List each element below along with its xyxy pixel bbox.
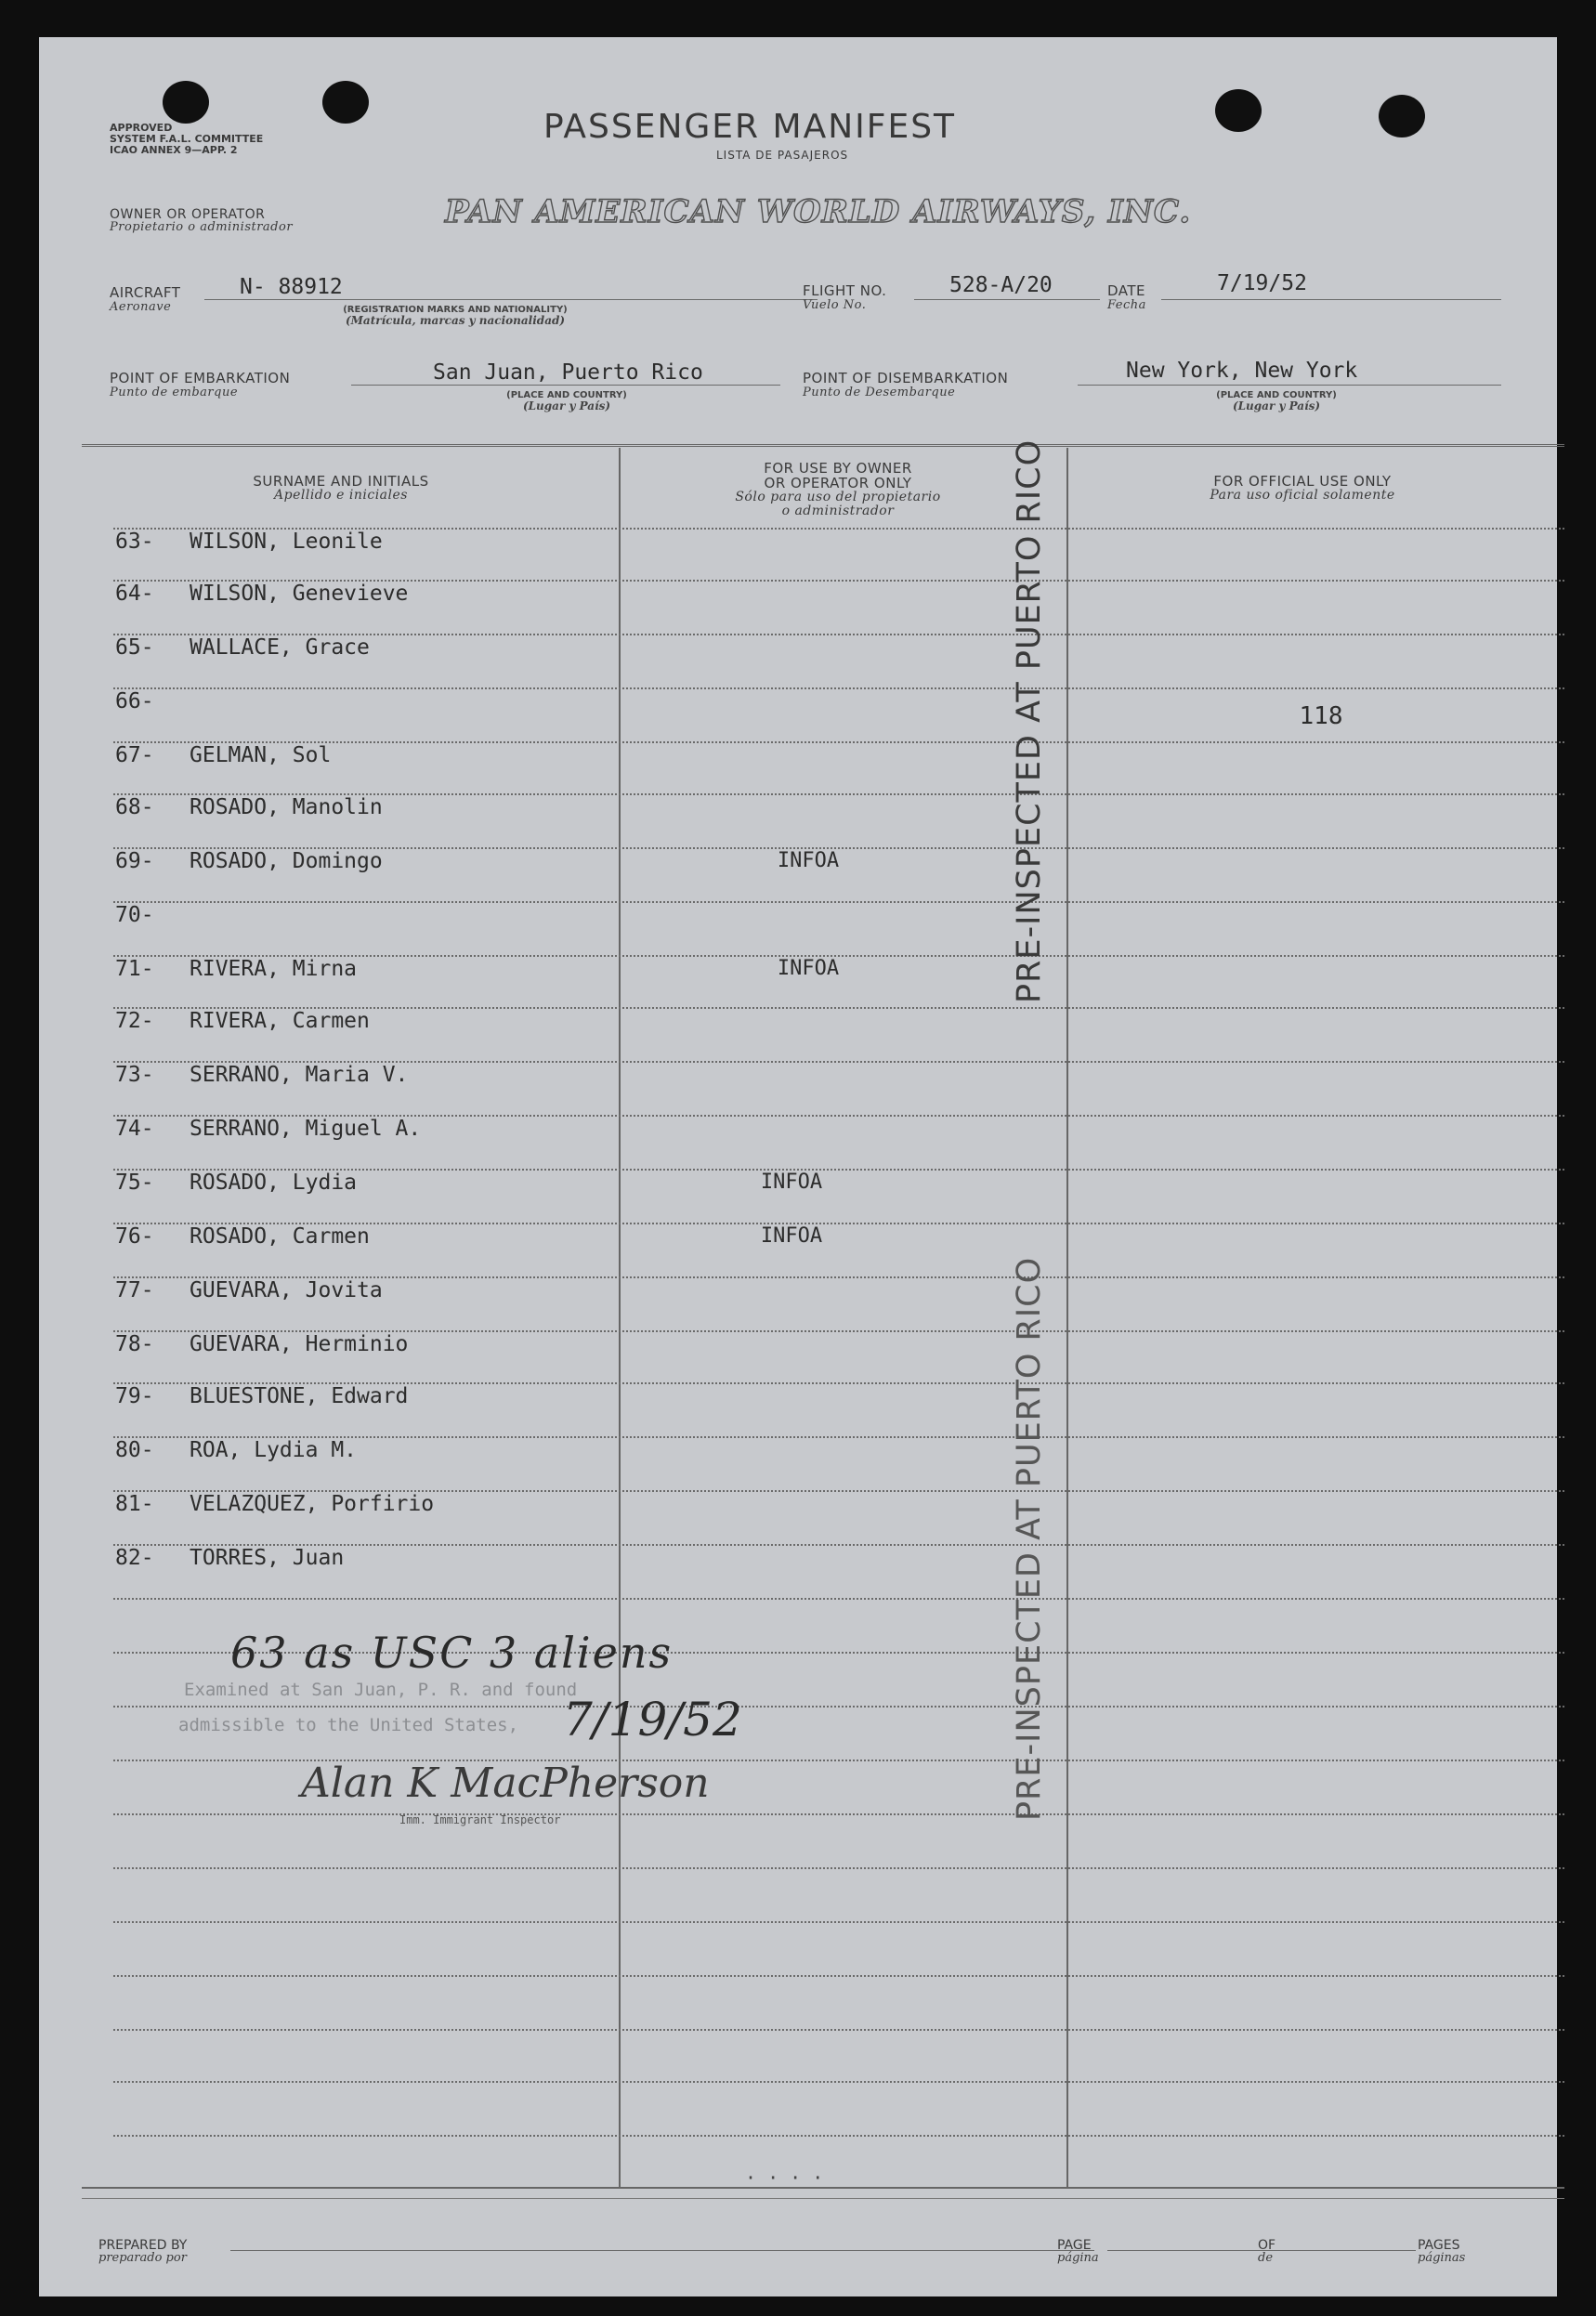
- row-number: 71-: [115, 957, 154, 981]
- punch-hole: [322, 81, 369, 124]
- owner-use-note: INFOA: [760, 1224, 823, 1248]
- prepared-by-underline: [230, 2250, 1094, 2251]
- flight-underline: [914, 299, 1100, 300]
- row-number: 69-: [115, 849, 154, 873]
- passenger-name: WALLACE, Grace: [190, 635, 370, 660]
- handwritten-count: 63 as USC 3 aliens: [230, 1628, 674, 1678]
- row-number: 76-: [115, 1224, 154, 1249]
- row-number: 63-: [115, 530, 154, 554]
- passenger-name: ROSADO, Lydia: [190, 1171, 358, 1195]
- passenger-name: GUEVARA, Jovita: [190, 1278, 383, 1302]
- column-header-owner-use: FOR USE BY OWNER OR OPERATOR ONLY Sólo para uso del propietario o administrador: [735, 460, 941, 518]
- row-number: 80-: [115, 1438, 154, 1462]
- owner-use-note: INFOA: [760, 1171, 823, 1194]
- row-number: 75-: [115, 1171, 154, 1195]
- row-rule: [113, 1921, 1564, 1923]
- page-title: PASSENGER MANIFEST: [543, 108, 957, 146]
- date-label: DATE Fecha: [1107, 282, 1146, 312]
- disembark-underline: [1078, 385, 1501, 386]
- date-underline: [1161, 299, 1501, 300]
- row-number: 74-: [115, 1117, 154, 1141]
- approval-line: SYSTEM F.A.L. COMMITTEE: [110, 133, 264, 145]
- row-number: 70-: [115, 903, 154, 927]
- punch-hole: [1379, 95, 1425, 137]
- row-number: 77-: [115, 1278, 154, 1302]
- footer-rule: [82, 2198, 1564, 2199]
- passenger-name: SERRANO, Maria V.: [190, 1063, 409, 1087]
- embark-underline: [351, 385, 780, 386]
- column-header-official: FOR OFFICIAL USE ONLY Para uso oficial solamente: [1210, 473, 1395, 503]
- row-number: 79-: [115, 1384, 154, 1408]
- aircraft-label: AIRCRAFT Aeronave: [110, 284, 181, 314]
- owner-label: OWNER OR OPERATOR Propietario o administrador: [110, 207, 294, 234]
- aircraft-value: N- 88912: [240, 275, 343, 299]
- row-rule: [113, 1975, 1564, 1977]
- examined-text: admissible to the United States,: [178, 1715, 519, 1735]
- passenger-name: RIVERA, Mirna: [190, 957, 358, 981]
- passenger-name: SERRANO, Miguel A.: [190, 1117, 422, 1141]
- row-number: 81-: [115, 1492, 154, 1516]
- row-number: 82-: [115, 1546, 154, 1570]
- page-subtitle: LISTA DE PASAJEROS: [716, 149, 849, 162]
- passenger-name: RIVERA, Carmen: [190, 1009, 370, 1033]
- row-rule: [113, 1813, 1564, 1815]
- of-underline: [1289, 2250, 1416, 2251]
- pages-label: PAGES páginas: [1418, 2238, 1466, 2265]
- prepared-by-label: PREPARED BY preparado por: [98, 2238, 188, 2265]
- stray-mark: · · · ·: [745, 2166, 824, 2189]
- row-rule: [113, 2029, 1564, 2031]
- handwritten-date: 7/19/52: [563, 1693, 742, 1747]
- preinspected-stamp: PRE-INSPECTED AT PUERTO RICO: [1011, 1256, 1048, 1821]
- row-number: 65-: [115, 635, 154, 660]
- passenger-name: ROA, Lydia M.: [190, 1438, 358, 1462]
- row-number: 68-: [115, 795, 154, 819]
- of-label: OF de: [1258, 2238, 1276, 2265]
- date-value: 7/19/52: [1217, 271, 1307, 295]
- approval-line: APPROVED: [110, 122, 173, 134]
- row-number: 72-: [115, 1009, 154, 1033]
- passenger-name: WILSON, Genevieve: [190, 582, 409, 606]
- passenger-name: TORRES, Juan: [190, 1546, 345, 1570]
- row-rule: [113, 687, 1564, 689]
- approval-block: [110, 123, 263, 156]
- row-rule: [113, 1706, 1564, 1708]
- passenger-name: GUEVARA, Herminio: [190, 1332, 409, 1356]
- inspector-signature: Alan K MacPherson: [301, 1760, 710, 1807]
- passenger-name: ROSADO, Manolin: [190, 795, 383, 819]
- row-rule: [113, 901, 1564, 903]
- row-number: 78-: [115, 1332, 154, 1356]
- disembark-caption: (PLACE AND COUNTRY) (Lugar y País): [1216, 390, 1337, 412]
- aircraft-underline: [204, 299, 818, 300]
- row-rule: [113, 2135, 1564, 2137]
- aircraft-caption: (REGISTRATION MARKS AND NATIONALITY) (Matrícula, marcas y nacionalidad): [343, 305, 568, 327]
- embark-label: POINT OF EMBARKATION Punto de embarque: [110, 370, 291, 399]
- row-rule: [113, 1598, 1564, 1600]
- examined-text: Examined at San Juan, P. R. and found: [184, 1680, 578, 1700]
- row-number: 64-: [115, 582, 154, 606]
- row-number: 66-: [115, 689, 154, 713]
- inspector-caption: Imm. Immigrant Inspector: [399, 1813, 561, 1826]
- column-header-surname: SURNAME AND INITIALS Apellido e iniciales: [253, 473, 429, 503]
- flight-label: FLIGHT NO. Vuelo No.: [803, 282, 887, 312]
- passenger-name: BLUESTONE, Edward: [190, 1384, 409, 1408]
- owner-use-note: INFOA: [777, 957, 840, 980]
- row-rule: [113, 1867, 1564, 1869]
- flight-value: 528-A/20: [949, 273, 1053, 297]
- approval-line: ICAO ANNEX 9—APP. 2: [110, 144, 238, 156]
- passenger-name: VELAZQUEZ, Porfirio: [190, 1492, 435, 1516]
- row-rule: [113, 2081, 1564, 2083]
- embark-value: San Juan, Puerto Rico: [433, 360, 703, 385]
- embark-caption: (PLACE AND COUNTRY) (Lugar y País): [506, 390, 627, 412]
- row-number: 73-: [115, 1063, 154, 1087]
- owner-use-note: INFOA: [777, 849, 840, 872]
- column-divider: [619, 448, 621, 2187]
- punch-hole: [1215, 89, 1262, 132]
- passenger-name: GELMAN, Sol: [190, 743, 332, 767]
- column-divider: [1066, 448, 1068, 2187]
- disembark-value: New York, New York: [1126, 359, 1358, 383]
- manifest-page: [39, 37, 1557, 2296]
- page-label: PAGE página: [1057, 2238, 1099, 2265]
- punch-hole: [163, 81, 209, 124]
- table-top-border: [82, 444, 1564, 447]
- passenger-name: WILSON, Leonile: [190, 530, 383, 554]
- official-use-value: 118: [1299, 702, 1343, 730]
- passenger-name: ROSADO, Domingo: [190, 849, 383, 873]
- passenger-name: ROSADO, Carmen: [190, 1224, 370, 1249]
- row-number: 67-: [115, 743, 154, 767]
- owner-value: PAN AMERICAN WORLD AIRWAYS, INC.: [445, 193, 1192, 230]
- disembark-label: POINT OF DISEMBARKATION Punto de Desembarque: [803, 370, 1009, 399]
- preinspected-stamp: PRE-INSPECTED AT PUERTO RICO: [1011, 438, 1048, 1003]
